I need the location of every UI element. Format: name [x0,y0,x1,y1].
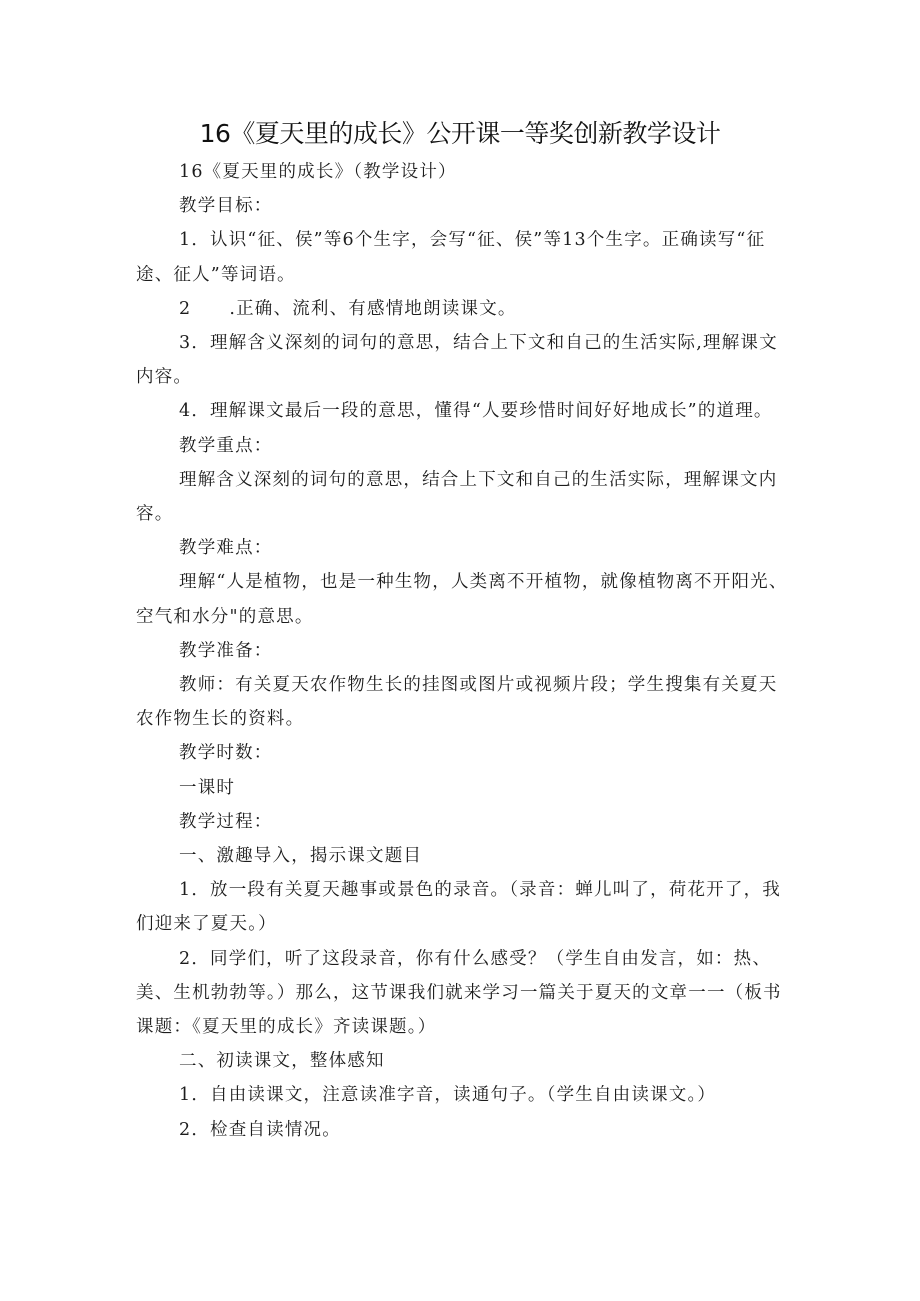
document-body [136,155,796,1147]
section-1-heading: 一、激趣导入，揭示课文题目 [179,846,423,867]
goal-item-1: 1．认识“征、侯”等6个生字，会写“征、侯”等13个生字。正确读写“征途、征人”等词语。 [136,230,766,285]
section-2-step-1: 1．自由读课文，注意读准字音，读通句子。（学生自由读课文。） [179,1085,717,1106]
section-1-step-1: 1．放一段有关夏天趣事或景色的录音。（录音：蝉儿叫了，荷花开了，我们迎来了夏天。） [136,880,781,935]
heading-preparation: 教学准备： [179,640,273,661]
goal-item-3: 3．理解含义深刻的词句的意思，结合上下文和自己的生活实际,理解课文内容。 [136,333,778,388]
heading-key-points: 教学重点： [179,435,273,456]
heading-teaching-goals: 教学目标： [179,196,273,217]
preparation-text: 教师：有关夏天农作物生长的挂图或图片或视频片段；学生搜集有关夏天农作物生长的资料。 [136,675,778,730]
heading-teaching-process: 教学过程： [179,811,273,832]
goal-item-2 [136,292,796,326]
goal-item-4: 4．理解课文最后一段的意思，懂得“人要珍惜时间好好地成长”的道理。 [179,401,773,422]
subtitle-paragraph: 16《夏天里的成长》（教学设计） [179,162,457,182]
section-1-step-2: 2．同学们，听了这段录音，你有什么感受？（学生自由发言，如：热、美、生机勃勃等。）那么，这节课我们就来学习一篇关于夏天的文章一一（板书课题：《夏天里的成长》齐读课题。） [136,948,782,1038]
goal-item-2-number: 2 [179,298,192,319]
heading-class-hours: 教学时数： [179,743,273,764]
difficult-points-text: 理解“人是植物，也是一种生物，人类离不开植物，就像植物离不开阳光、空气和水分"的意思。 [136,572,788,627]
document-title: 16《夏天里的成长》公开课一等奖创新教学设计 [199,119,721,148]
goal-item-2-text: .正确、流利、有感情地朗读课文。 [229,298,517,319]
heading-difficult-points: 教学难点： [179,538,273,559]
key-points-text: 理解含义深刻的词句的意思，结合上下文和自己的生活实际，理解课文内容。 [136,469,778,525]
section-2-heading: 二、初读课文，整体感知 [179,1051,385,1072]
class-hours-text: 一课时 [179,777,236,798]
section-2-step-2: 2．检查自读情况。 [179,1119,341,1140]
